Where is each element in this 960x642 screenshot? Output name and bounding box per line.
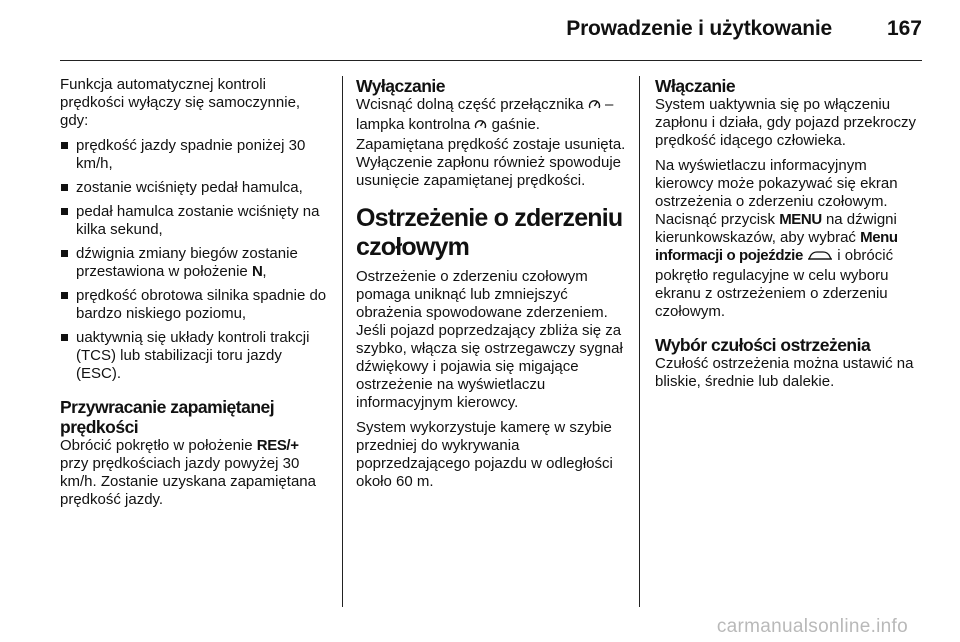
section-heading: Wybór czułości ostrzeżenia [655,335,871,355]
list-item [60,245,328,281]
section-heading: Wyłączanie [356,76,446,96]
section-heading: Przywracanie zapamiętanej prędkości [60,397,275,437]
intro-paragraph: Funkcja automatycznej kontroli prędkości wyłączy się samoczynnie, gdy: [60,76,301,129]
page-header [0,0,960,60]
page-title: Prowadzenie i użytkowanie [566,17,832,40]
body-paragraph [60,437,328,509]
list-item: uaktywnią się układy kontroli trakcji (TCS) lub stabilizacji toru jazdy (ESC). [60,329,328,383]
column-divider [639,76,640,607]
body-text: Wcisnąć dolną część przełącznika [356,96,584,113]
bullet-text: dźwignia zmiany biegów zostanie [76,245,298,262]
bullet-text: przestawiona w położenie [76,263,248,280]
body-paragraph: System wykorzystuje kamerę w szybie przedniej do wykrywania poprzedzającego pojazdu w odległości około 60 m. [356,419,613,490]
body-text: gaśnie. Zapamiętana prędkość zostaje usunięta. Wyłączenie zapłonu również spowoduje usunięcie zapamiętanej prędkości. [356,116,626,189]
list-item: prędkość obrotowa silnika spadnie do bardzo niskiego poziomu, [60,287,328,323]
column-divider [342,76,343,607]
cruise-control-icon [474,118,487,136]
header-rule [60,60,922,61]
body-text: – lampka kontrolna [356,96,614,133]
body-text: Na wyświetlaczu informacyjnym kierowcy może pokazywać się ekran ostrzeżenia o zderzeniu czołowym. Nacisnąć przycisk [655,157,898,228]
body-paragraph: Czułość ostrzeżenia można ustawić na bliskie, średnie lub dalekie. [655,355,914,390]
body-paragraph: Ostrzeżenie o zderzeniu czołowym pomaga uniknąć lub zmniejszyć obrażenia spowodowane zderzeniem. Jeśli pojazd poprzedzający zbliża się za szybko, włącza się ostrzegawczy sygnał dźwiękowy i pojawia się migające ostrzeżenie na wyświetlaczu informacyjnym kierowcy. [356,268,623,411]
menu-name: Menu informacji o pojeździe [655,229,898,264]
list-item: pedał hamulca zostanie wciśnięty na kilka sekund, [60,203,328,239]
column-1 [60,76,328,516]
body-text: na dźwigni kierunkowskazów, aby wybrać [655,211,897,246]
body-paragraph [655,157,923,321]
body-text: Obrócić pokrętło w położenie [60,437,253,454]
switch-label: RES/+ [256,437,299,454]
vehicle-info-icon [807,249,833,267]
menu-button-label: MENU [779,211,822,228]
body-text: i obrócić pokrętło regulacyjne w celu wyboru ekranu z ostrzeżeniem o zderzeniu czołowym. [655,247,894,320]
list-item: prędkość jazdy spadnie poniżej 30 km/h, [60,137,328,173]
bullet-text: , [262,263,267,280]
gear-position: N [251,263,263,280]
column-3 [655,76,923,398]
section-heading-large: Ostrzeżenie o zderzeniu czołowym [356,204,623,261]
page-number: 167 [886,17,922,40]
body-paragraph [356,96,626,190]
cruise-control-icon [588,98,601,116]
body-text: przy prędkościach jazdy powyżej 30 km/h. Zostanie uzyskana zapamiętana prędkość jazdy. [60,455,316,508]
body-paragraph: System uaktywnia się po włączeniu zapłonu i działa, gdy pojazd przekroczy prędkość idącego człowieka. [655,96,916,149]
list-item: zostanie wciśnięty pedał hamulca, [60,179,328,197]
watermark: carmanualsonline.info [716,616,908,637]
column-2 [356,76,626,498]
bullet-list [60,137,328,383]
section-heading: Włączanie [655,76,736,96]
